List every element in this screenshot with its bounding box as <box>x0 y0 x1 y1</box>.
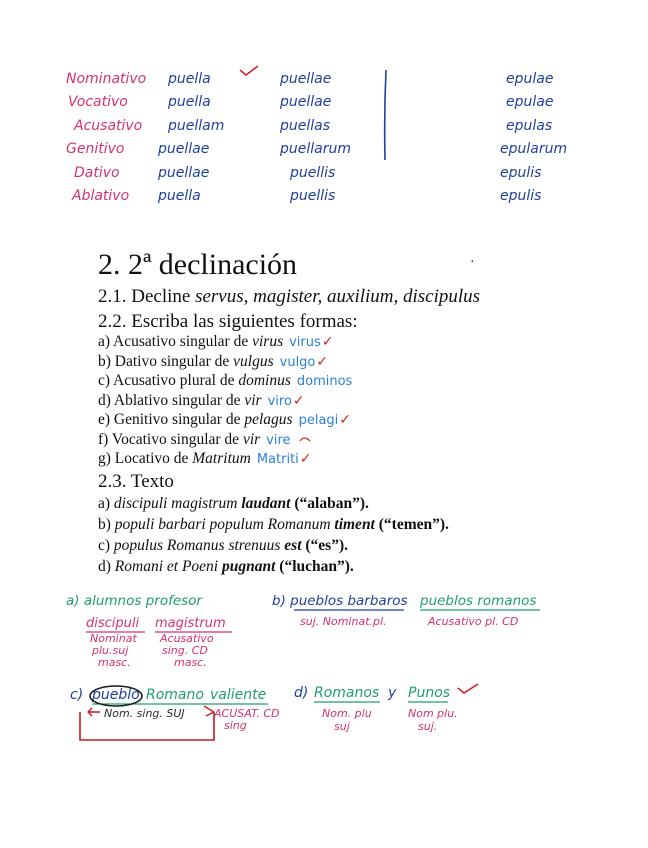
singular-form: puellae <box>158 141 210 157</box>
exercise-prompt: g) Locativo de <box>98 450 189 467</box>
singular-form: puella <box>168 71 211 87</box>
exercise-prompt: e) Genitivo singular de <box>98 411 241 428</box>
note-b-title2: pueblos romanos <box>420 593 537 609</box>
exercise-answer: pelagi <box>298 413 339 428</box>
text-letter: a) <box>98 495 111 512</box>
note-c-prefix: c) <box>70 687 84 703</box>
note-b-gram2: Acusativo pl. CD <box>428 615 519 628</box>
note-a-gram2-line3: masc. <box>174 656 207 669</box>
case-label: Genitivo <box>66 141 125 157</box>
text-latin: Romani et Poeni <box>114 558 219 575</box>
extra-form: epulas <box>506 118 553 134</box>
exercise-prompt: f) Vocativo singular de <box>98 430 240 448</box>
exercise-word: virus <box>252 333 284 350</box>
case-label: Vocativo <box>68 94 128 110</box>
text-latin: populi barbari populum Romanum <box>114 516 331 533</box>
note-b-title1: b) pueblos barbaros <box>272 593 408 609</box>
text-letter: b) <box>98 516 111 533</box>
note-a-word2: magistrum <box>155 616 226 631</box>
plural-form: puellas <box>280 118 331 134</box>
exercise-answer: vulgo <box>279 354 316 370</box>
note-a-gram1-line1: Nominat <box>90 632 137 645</box>
extra-form: epularum <box>500 141 568 157</box>
subsection-2-3: 2.3. Texto <box>98 471 174 492</box>
exercise-prompt: c) Acusativo plural de <box>98 372 235 389</box>
note-d-prefix: d) <box>294 685 309 701</box>
plural-form: puellis <box>290 188 336 204</box>
check-mark: ✓ <box>321 334 334 350</box>
text-translation: (“luchan”). <box>279 558 354 575</box>
note-d-check-mark <box>458 684 478 693</box>
note-c-word3: valiente <box>210 687 267 703</box>
note-a-word1: discipuli <box>86 616 140 631</box>
note-d-word1: Romanos <box>314 685 380 701</box>
exercise-answer: viro <box>267 393 292 409</box>
text-verb-word: est <box>284 537 302 554</box>
arrow-right <box>204 706 214 716</box>
check-mark: ✓ <box>339 412 352 428</box>
extra-form: epulis <box>500 188 542 204</box>
circle-pueblo <box>90 686 142 706</box>
exercise-answer: dominos <box>296 374 353 389</box>
note-d-and: y <box>388 685 397 701</box>
check-mark: ✓ <box>316 353 329 370</box>
singular-form: puellae <box>158 165 210 181</box>
note-d-gram2-line2: suj. <box>418 720 438 733</box>
exercise-answer: Matriti <box>256 452 299 467</box>
note-c-word2: Romano <box>146 687 204 703</box>
singular-form: puellam <box>168 118 225 134</box>
exercise-word: pelagus <box>244 411 293 428</box>
note-d-gram1-line1: Nom. plu <box>322 707 372 720</box>
note-d-word2: Punos <box>408 685 451 701</box>
case-label: Acusativo <box>74 118 143 134</box>
note-d-gram1-line2: suj <box>334 720 350 733</box>
check-mark: ✓ <box>299 451 312 467</box>
answer-f-correction <box>300 438 310 441</box>
case-label: Nominativo <box>66 71 147 87</box>
note-c-gram1: Nom. sing. SUJ <box>104 707 185 720</box>
singular-form: puella <box>158 188 201 204</box>
table-divider-line <box>385 70 386 160</box>
singular-form: puella <box>168 94 211 110</box>
bracket-box <box>80 712 214 740</box>
note-d-gram2-line1: Nom plu. <box>408 707 458 720</box>
plural-form: puellae <box>280 94 332 110</box>
arrow-left <box>88 708 100 716</box>
subsection-2-2: 2.2. Escriba las siguientes formas: <box>98 311 358 332</box>
extra-form: epulae <box>506 94 554 110</box>
extra-form: epulae <box>506 71 554 87</box>
plural-form: puellarum <box>280 141 351 157</box>
stray-dot: · <box>470 255 475 270</box>
table-check-mark <box>240 66 258 75</box>
section-title: 2. 2ª declinación <box>98 248 298 281</box>
exercise-word: Matritum <box>192 450 251 467</box>
exercise-answer: vire <box>266 432 291 448</box>
exercise-prompt: b) Dativo singular de <box>98 352 230 370</box>
note-a-gram2-line2: sing. CD <box>162 644 208 657</box>
text-letter: d) <box>98 558 111 575</box>
text-verb-word: timent <box>334 516 375 533</box>
check-mark: ✓ <box>292 392 305 409</box>
note-a-gram2-line1: Acusativo <box>160 632 214 645</box>
text-translation: (“alaban”). <box>294 495 369 512</box>
exercise-word: vir <box>244 391 262 409</box>
subsection-2-1: 2.1. Decline servus, magister, auxilium, discipulus <box>98 286 481 307</box>
note-c-word1: pueblo <box>92 687 140 703</box>
case-label: Ablativo <box>72 188 130 204</box>
exercise-answer: virus <box>289 335 321 350</box>
note-c-gram2-line2: sing <box>224 719 247 732</box>
plural-form: puellis <box>290 165 336 181</box>
text-letter: c) <box>98 537 111 554</box>
exercise-prompt: a) Acusativo singular de <box>98 333 249 350</box>
exercise-word: dominus <box>238 372 291 389</box>
case-label: Dativo <box>74 165 120 181</box>
text-verb-word: laudant <box>241 495 291 512</box>
text-translation: (“es”). <box>305 537 349 554</box>
note-a-title: a) alumnos profesor <box>66 593 202 609</box>
extra-form: epulis <box>500 165 542 181</box>
note-b-gram1: suj. Nominat.pl. <box>300 615 387 628</box>
note-a-gram1-line3: masc. <box>98 656 131 669</box>
text-latin: populus Romanus strenuus <box>113 537 281 554</box>
exercise-prompt: d) Ablativo singular de <box>98 391 241 409</box>
exercise-word: vir <box>242 430 261 448</box>
plural-form: puellae <box>280 71 332 87</box>
exercise-word: vulgus <box>233 352 274 370</box>
note-a-gram1-line2: plu.suj <box>92 644 129 657</box>
text-verb-word: pugnant <box>221 558 276 575</box>
text-translation: (“temen”). <box>378 516 449 533</box>
note-c-gram2-line1: ACUSAT. CD <box>214 707 280 720</box>
text-latin: discipuli magistrum <box>113 495 238 512</box>
